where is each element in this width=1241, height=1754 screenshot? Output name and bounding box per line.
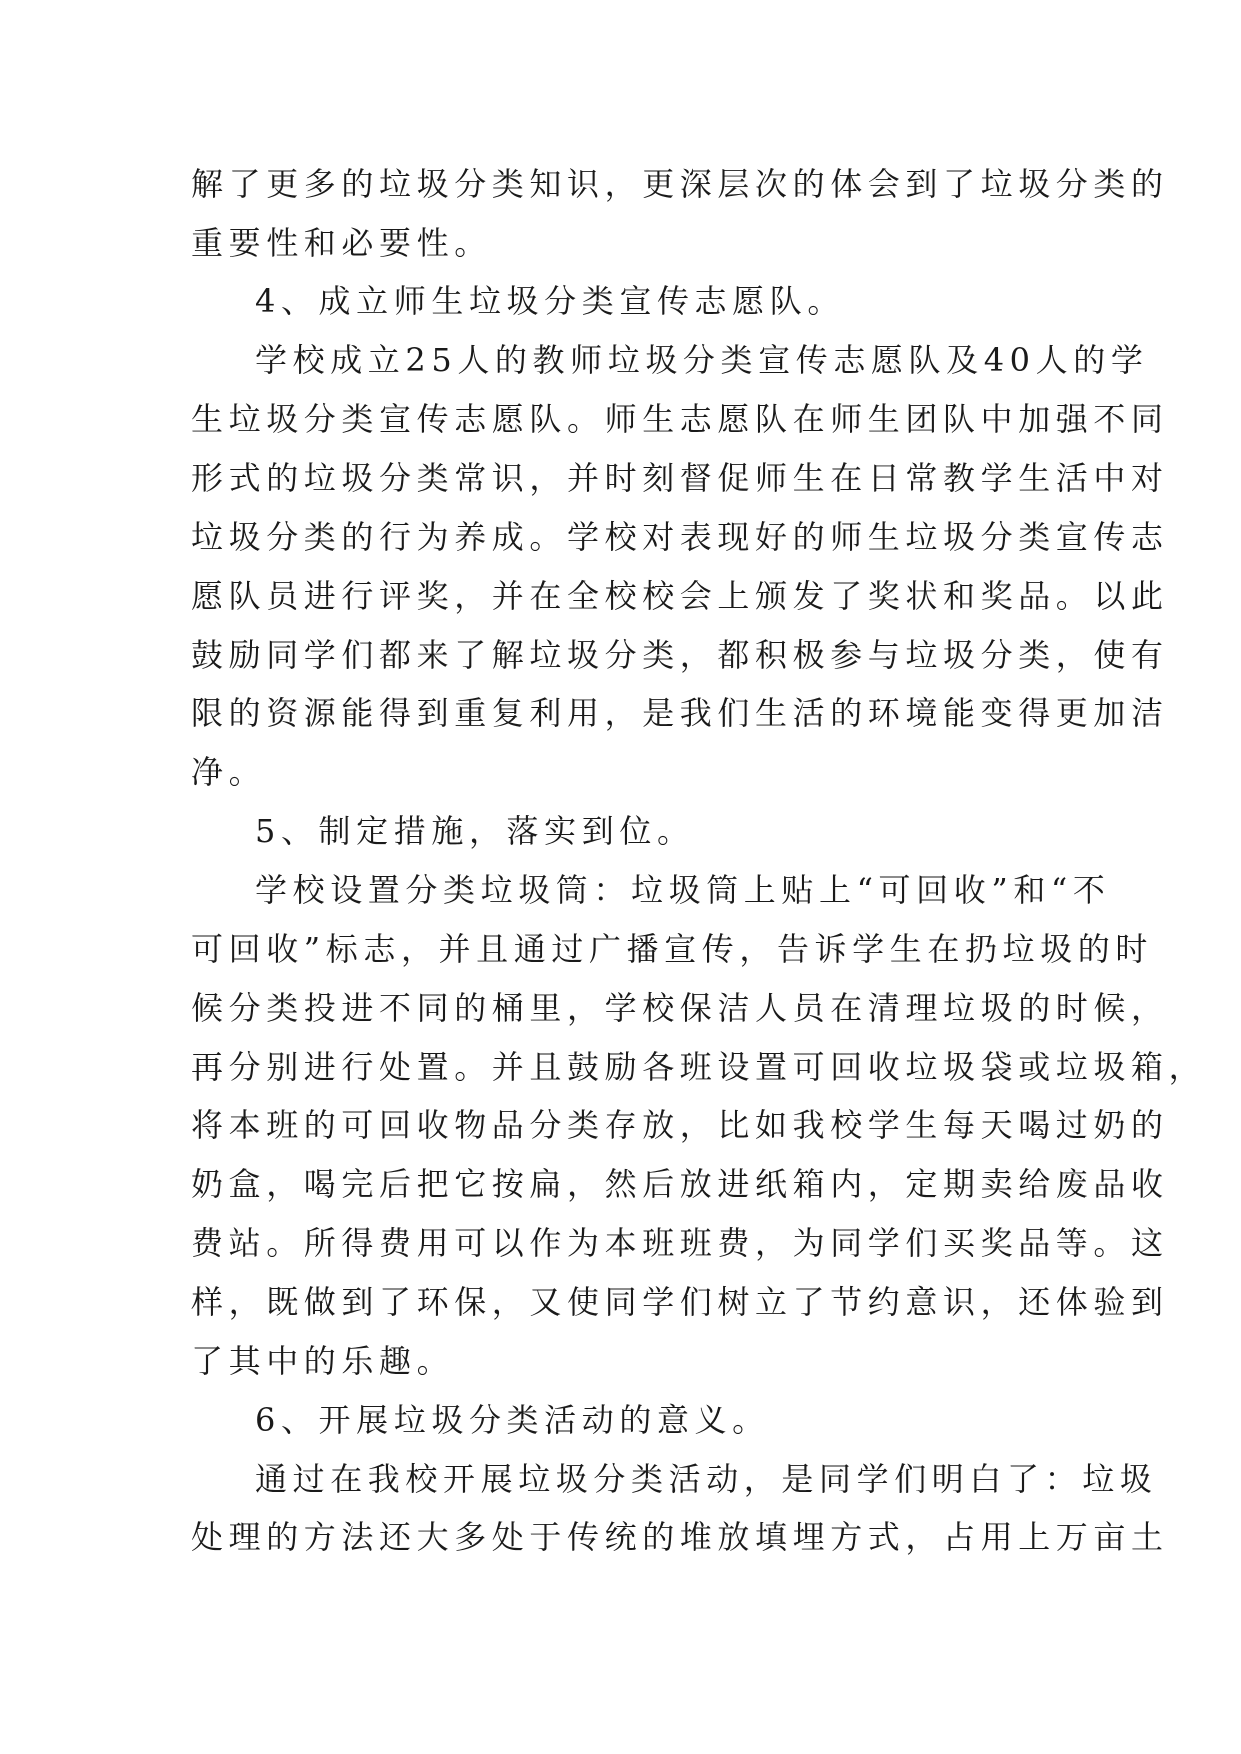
text-line-15: 候分类投进不同的桶里，学校保洁人员在清理垃圾的时候， (191, 989, 1169, 1027)
text-line-13: 学校设置分类垃圾筒：垃圾筒上贴上“可回收”和“不 (255, 871, 1111, 909)
text-line-17: 将本班的可回收物品分类存放，比如我校学生每天喝过奶的 (191, 1106, 1169, 1144)
text-line-5: 生垃圾分类宣传志愿队。师生志愿队在师生团队中加强不同 (191, 400, 1169, 438)
text-line-16: 再分别进行处置。并且鼓励各班设置可回收垃圾袋或垃圾箱， (191, 1048, 1207, 1086)
text-line-24: 处理的方法还大多处于传统的堆放填埋方式，占用上万亩土 (191, 1518, 1169, 1556)
text-line-6: 形式的垃圾分类常识，并时刻督促师生在日常教学生活中对 (191, 459, 1169, 497)
text-line-20: 样，既做到了环保，又使同学们树立了节约意识，还体验到 (191, 1283, 1169, 1321)
text-line-10: 限的资源能得到重复利用，是我们生活的环境能变得更加洁 (191, 694, 1169, 732)
text-line-23: 通过在我校开展垃圾分类活动，是同学们明白了：垃圾 (255, 1460, 1158, 1498)
text-line-11: 净。 (191, 753, 267, 791)
text-line-7: 垃圾分类的行为养成。学校对表现好的师生垃圾分类宣传志 (191, 518, 1169, 556)
text-line-19: 费站。所得费用可以作为本班班费，为同学们买奖品等。这 (191, 1224, 1169, 1262)
section-heading-5: 5、制定措施，落实到位。 (255, 812, 695, 850)
text-line-21: 了其中的乐趣。 (191, 1342, 455, 1380)
text-line-2: 重要性和必要性。 (191, 224, 492, 262)
text-line-18: 奶盒，喝完后把它按扁，然后放进纸箱内，定期卖给废品收 (191, 1165, 1169, 1203)
text-line-1: 解了更多的垃圾分类知识，更深层次的体会到了垃圾分类的 (191, 165, 1169, 203)
section-heading-6: 6、开展垃圾分类活动的意义。 (255, 1401, 770, 1439)
text-line-8: 愿队员进行评奖，并在全校校会上颁发了奖状和奖品。以此 (191, 577, 1169, 615)
text-line-9: 鼓励同学们都来了解垃圾分类，都积极参与垃圾分类，使有 (191, 636, 1169, 674)
text-line-14: 可回收”标志，并且通过广播宣传，告诉学生在扔垃圾的时 (191, 930, 1153, 968)
section-heading-4: 4、成立师生垃圾分类宣传志愿队。 (255, 282, 845, 320)
text-line-4: 学校成立25人的教师垃圾分类宣传志愿队及40人的学 (255, 341, 1149, 379)
